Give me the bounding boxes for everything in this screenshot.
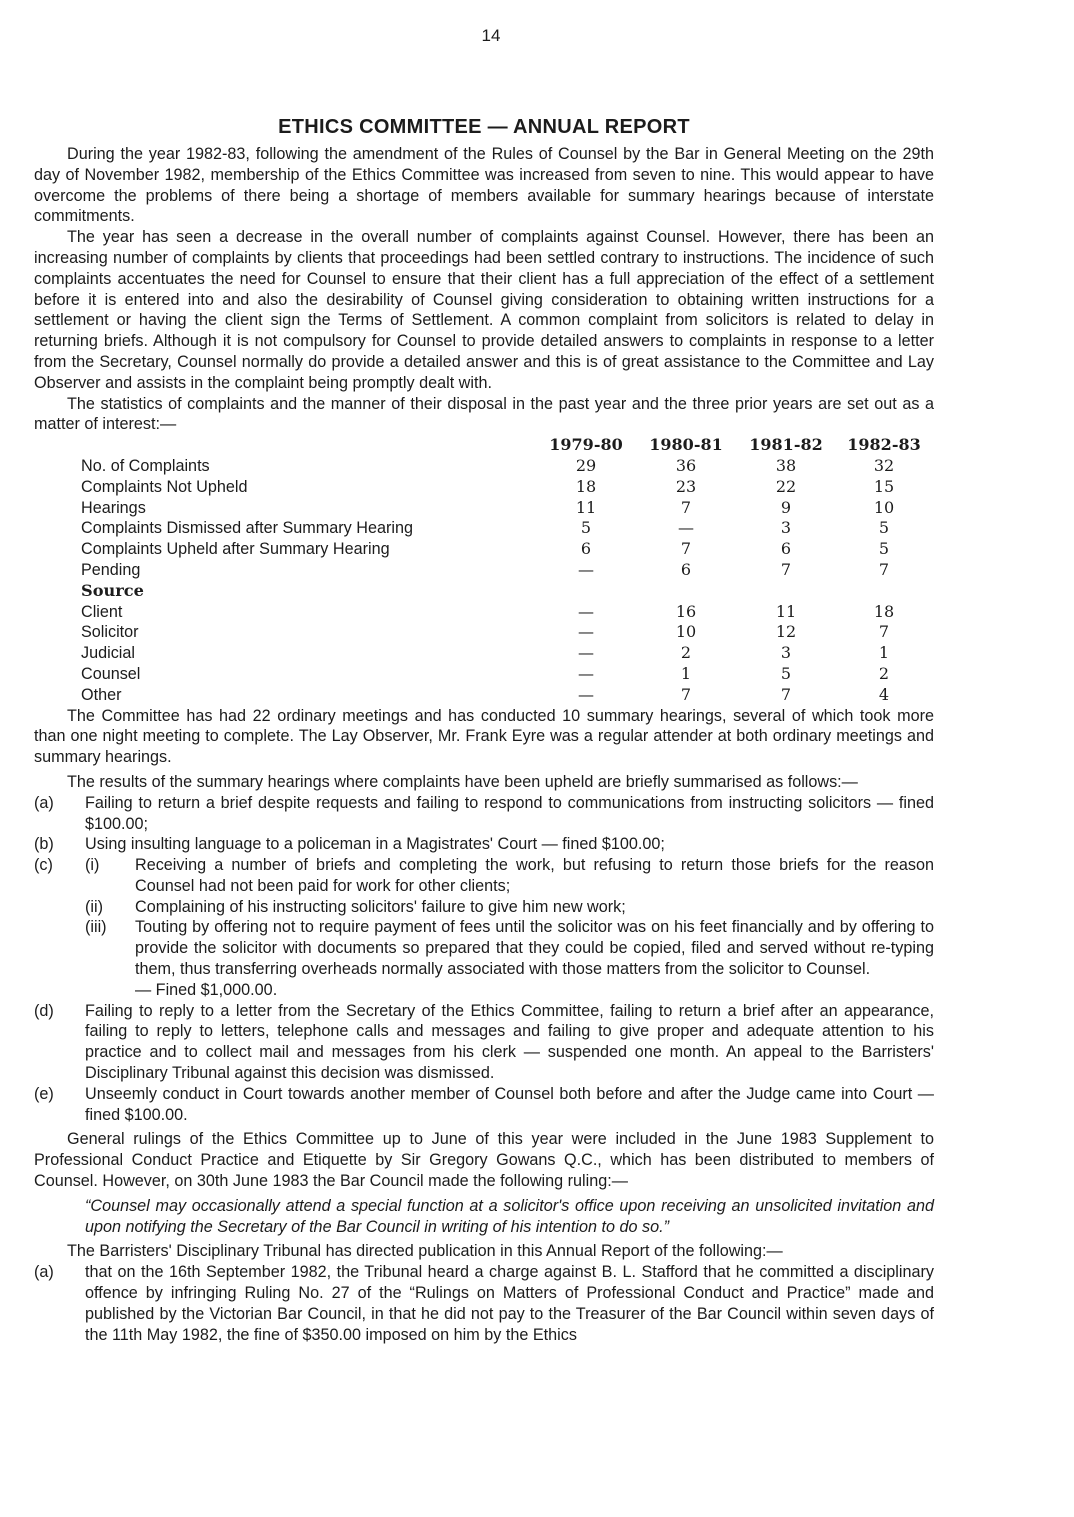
table-cell: 36: [675, 455, 697, 475]
result-text: Touting by offering not to require payment of fees until the solicitor was on his feet financially and by offering to provide the solicitor with documents so prepared that they could be copied, filed and served without re-typing them, thus transferring overheads normally associated with those matters from the solicitor to Counsel.: [135, 918, 934, 979]
row-label: Client: [81, 602, 123, 621]
table-cell: 32: [873, 455, 895, 475]
result-text: Receiving a number of briefs and completing the work, but refusing to return those briefs for the reason Counsel had not been paid for work for other clients;: [135, 856, 934, 895]
table-cell: —: [578, 622, 594, 642]
paragraph-results-intro: The results of the summary hearings where complaints have been upheld are briefly summarised as follows:—: [67, 772, 858, 791]
table-row: [81, 477, 932, 498]
table-cell: —: [578, 684, 594, 704]
bar-council-ruling-quote: “Counsel may occasionally attend a special function at a solicitor's office upon receiving an unsolicited invitation and upon notifying the Secretary of the Bar Council in writing of his intention to do so.”: [85, 1196, 934, 1236]
statistics-table: [81, 435, 932, 705]
row-label: Complaints Not Upheld: [81, 477, 248, 496]
table-cell: 6: [780, 539, 792, 559]
table-cell: 11: [575, 497, 597, 517]
table-row: [81, 518, 932, 539]
page-number: 14: [481, 26, 501, 45]
table-cell: 6: [680, 559, 692, 579]
table-cell: 2: [878, 663, 890, 683]
table-cell: 3: [780, 643, 792, 663]
result-text: Failing to return a brief despite requests and failing to respond to communications from instructing solicitors — fined $100.00;: [85, 793, 934, 833]
table-cell: 9: [780, 497, 792, 517]
sub-list-marker: (ii): [85, 897, 103, 916]
table-header-row: [81, 435, 932, 456]
table-row: [81, 498, 932, 519]
row-label: Pending: [81, 560, 141, 579]
source-heading-row: [81, 581, 932, 602]
list-marker: (c): [34, 856, 53, 875]
table-cell: —: [678, 518, 694, 538]
tribunal-item: [34, 1262, 934, 1345]
column-header: 1982-83: [847, 435, 921, 455]
result-text: Failing to reply to a letter from the Secretary of the Ethics Committee, failing to return a brief after an appearance, failing to reply to letters, telephone calls and messages and failing to give proper and adequate attention to his practice and to collect mail and messages from his clerk — suspended one month. An appeal to the Barristers' Disciplinary Tribunal against this decision was dismissed.: [85, 1001, 934, 1083]
result-item: [34, 793, 934, 835]
source-heading: Source: [81, 580, 144, 600]
table-row: [81, 602, 932, 623]
table-row: [81, 456, 932, 477]
table-cell: 5: [878, 518, 890, 538]
result-penalty: — Fined $1,000.00.: [135, 980, 278, 999]
table-cell: —: [578, 601, 594, 621]
result-sub-item: [34, 917, 934, 979]
row-label: Counsel: [81, 664, 141, 683]
table-cell: 1: [680, 663, 692, 683]
tribunal-text: that on the 16th September 1982, the Tribunal heard a charge against B. L. Stafford that he committed a disciplinary offence by infringing Ruling No. 27 of the “Rulings on Matters of Professional Conduct and Practice” made and published by the Victorian Bar Council, in that he did not pay to the Treasurer of the Bar Council within seven days of the 11th May 1982, the fine of $350.00 imposed on him by the Ethics: [85, 1263, 934, 1344]
table-row: [81, 685, 932, 706]
list-marker: (a): [34, 1263, 54, 1282]
table-cell: 1: [878, 643, 890, 663]
table-cell: 22: [775, 476, 797, 496]
table-cell: 7: [878, 622, 890, 642]
result-text: Complaining of his instructing solicitors' failure to give him new work;: [135, 897, 626, 916]
sub-list-marker: (iii): [85, 918, 107, 937]
column-header: 1981-82: [749, 435, 823, 455]
table-cell: 38: [775, 455, 797, 475]
table-cell: —: [578, 559, 594, 579]
paragraph-general-rulings: General rulings of the Ethics Committee up to June of this year were included in the June 1983 Supplement to Professional Conduct Practice and Etiquette by Sir Gregory Gowans Q.C., which has been distributed to members of Counsel. However, on 30th June 1983 the Bar Council made the following ruling:—: [34, 1130, 934, 1191]
result-item: [34, 855, 934, 897]
column-header: 1980-81: [649, 435, 723, 455]
row-label: Other: [81, 685, 122, 704]
paragraph-statistics-intro: The statistics of complaints and the manner of their disposal in the past year and the three prior years are set out as a matter of interest:—: [34, 394, 934, 434]
list-marker: (d): [34, 1001, 54, 1020]
row-label: Solicitor: [81, 623, 139, 642]
table-cell: —: [578, 643, 594, 663]
table-row: [81, 539, 932, 560]
table-cell: 23: [675, 476, 697, 496]
paragraph-complaints-trend: The year has seen a decrease in the overall number of complaints against Counsel. However, there has been an increasing number of complaints by clients that proceedings had been settled contrary to instructions. The incidence of such complaints accentuates the need for Counsel to ensure that their client has a full appreciation of the effect of a settlement before it is entered into and also the desirability of Counsel giving consideration to obtaining written instructions for a settlement or having the client sign the Terms of Settlement. A common complaint from solicitors is related to delay in returning briefs. Although it is not compulsory for Counsel to provide detailed answers to complaints in response to a letter from the Secretary, Counsel normally do provide a detailed answer and this is of great assistance to the Committee and Lay Observer and assists in the complaint being promptly dealt with.: [34, 228, 934, 392]
table-cell: 6: [580, 539, 592, 559]
table-cell: 16: [675, 601, 697, 621]
row-label: Judicial: [81, 644, 135, 663]
paragraph-meetings: The Committee has had 22 ordinary meetings and has conducted 10 summary hearings, several of which took more than one night meeting to complete. The Lay Observer, Mr. Frank Eyre was a regular attender at both ordinary meetings and summary hearings.: [34, 706, 934, 767]
sub-list-marker: (i): [85, 856, 100, 875]
table-cell: 10: [873, 497, 895, 517]
table-row: [81, 560, 932, 581]
table-cell: 7: [680, 684, 692, 704]
row-label: Complaints Upheld after Summary Hearing: [81, 540, 390, 559]
page-title: ETHICS COMMITTEE — ANNUAL REPORT: [278, 116, 690, 138]
table-cell: 18: [873, 601, 895, 621]
table-cell: 7: [680, 497, 692, 517]
table-cell: 7: [680, 539, 692, 559]
paragraph-tribunal-intro: The Barristers' Disciplinary Tribunal has directed publication in this Annual Report of the following:—: [67, 1242, 783, 1261]
result-text: Using insulting language to a policeman in a Magistrates' Court — fined $100.00;: [85, 835, 665, 854]
table-cell: 15: [873, 476, 895, 496]
table-cell: 2: [680, 643, 692, 663]
paragraph-membership: During the year 1982-83, following the amendment of the Rules of Counsel by the Bar in General Meeting on the 29th day of November 1982, membership of the Ethics Committee was increased from seven to nine. This would appear to have overcome the problems of there being a shortage of members available for summary hearings because of interstate commitments.: [34, 145, 934, 226]
table-cell: 7: [780, 559, 792, 579]
result-item: [34, 1001, 934, 1084]
table-cell: 7: [780, 684, 792, 704]
table-cell: 12: [775, 622, 797, 642]
table-cell: —: [578, 663, 594, 683]
table-cell: 3: [780, 518, 792, 538]
table-cell: 5: [780, 663, 792, 683]
table-row: [81, 664, 932, 685]
list-marker: (b): [34, 835, 54, 854]
list-marker: (e): [34, 1084, 54, 1103]
result-text: Unseemly conduct in Court towards another member of Counsel both before and after the Judge came into Court — fined $100.00.: [85, 1084, 934, 1124]
row-label: Hearings: [81, 498, 146, 517]
result-item: [34, 1084, 934, 1126]
column-header: 1979-80: [549, 435, 623, 455]
row-label: No. of Complaints: [81, 456, 210, 475]
table-cell: 5: [580, 518, 592, 538]
list-marker: (a): [34, 793, 54, 812]
table-cell: 18: [575, 476, 597, 496]
table-row: [81, 643, 932, 664]
table-row: [81, 622, 932, 643]
table-cell: 5: [878, 539, 890, 559]
table-cell: 11: [775, 601, 797, 621]
table-cell: 10: [675, 622, 697, 642]
table-cell: 4: [878, 684, 890, 704]
table-cell: 7: [878, 559, 890, 579]
document-page: [34, 26, 934, 1345]
table-cell: 29: [575, 455, 597, 475]
result-item: [34, 834, 934, 855]
result-sub-item: [34, 897, 934, 918]
row-label: Complaints Dismissed after Summary Hearing: [81, 519, 413, 538]
